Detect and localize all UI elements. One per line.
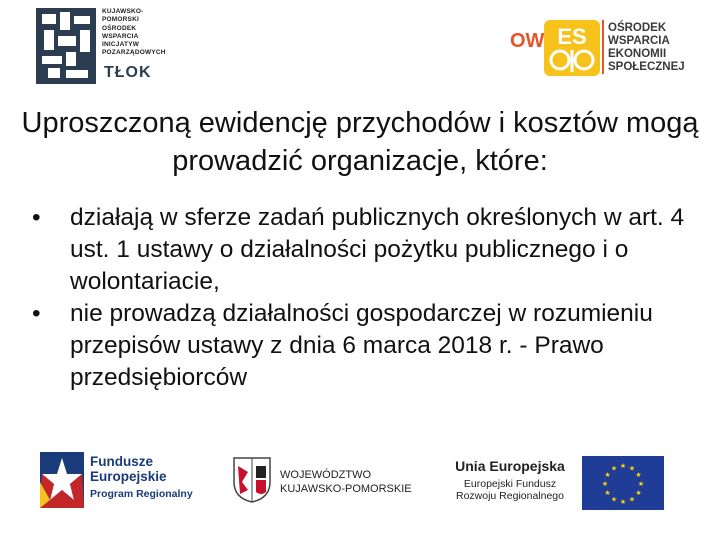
fe-sub: Program Regionalny [90,488,193,500]
svg-text:★: ★ [610,464,618,473]
fundusze-europejskie-logo [40,448,200,512]
bullet-item [30,202,700,298]
owes-line: OŚRODEK [608,22,667,34]
tlok-emblem-icon [36,8,96,84]
svg-text:★: ★ [637,480,645,488]
svg-text:★: ★ [619,462,627,470]
tlok-line: WSPARCIA [102,32,139,40]
bullet-dot: • [32,204,41,231]
owes-prefix: OW [510,30,545,52]
wojewodztwo-name [280,468,412,496]
tlok-name-lines [102,8,166,58]
owes-line: WSPARCIA [608,35,670,47]
svg-text:★: ★ [604,471,611,479]
tlok-line: KUJAWSKO- [102,8,144,15]
owes-line: SPOŁECZNEJ [608,61,685,73]
unia-europejska-logo [446,452,676,512]
slide-title: Uproszczoną ewidencję przychodów i kosztów mogą prowadzić organizacje, które: [21,107,699,177]
ue-sub2: Rozwoju Regionalnego [456,490,564,502]
svg-text:★: ★ [628,495,636,504]
tlok-logo [36,8,186,84]
eu-flag-icon [582,456,664,510]
svg-text:★: ★ [619,498,627,506]
bullet-item [30,298,700,394]
owes-line: EKONOMII [608,48,667,60]
svg-text:★: ★ [610,495,618,504]
svg-text:★: ★ [628,464,636,473]
tlok-line: OŚRODEK [102,24,137,32]
fe-name [90,454,167,484]
svg-text:★: ★ [635,471,642,479]
wojewodztwo-logo [230,452,420,508]
owes-name-lines [608,22,685,74]
bullet-list [30,202,700,394]
svg-text:★: ★ [601,480,609,488]
owes-divider [602,20,604,74]
bullet-text: działają w sferze zadań publicznych określonych w art. 4 ust. 1 ustawy o działalności pożytku publicznego i o wolontariacie, [70,204,685,295]
bullet-text: nie prowadzą działalności gospodarczej w rozumieniu przepisów ustawy z dnia 6 marca 2018 r. - Prawo przedsiębiorców [70,300,653,391]
bullet-dot: • [32,300,41,327]
ue-sub1: Europejski Fundusz [463,478,557,490]
fe-star-icon [40,452,84,508]
ue-sub [446,478,574,502]
tlok-line: POZARZĄDOWYCH [102,49,166,57]
tlok-line: INICJATYW [102,41,140,49]
svg-text:★: ★ [604,489,611,497]
owes-logo [508,18,708,78]
tlok-wordmark: TŁOK [104,64,152,81]
kp-line1: WOJEWÓDZTWO [280,469,372,481]
ue-title: Unia Europejska [455,458,565,474]
fe-line2: Europejskie [90,469,167,484]
owes-badge-text: ES [557,24,587,49]
coat-of-arms-icon [232,456,272,504]
tlok-line: POMORSKI [102,16,139,24]
owes-badge-icon [544,20,600,76]
kp-line2: KUJAWSKO-POMORSKIE [280,483,412,495]
fe-line1: Fundusze [90,454,153,469]
svg-text:★: ★ [635,489,642,497]
